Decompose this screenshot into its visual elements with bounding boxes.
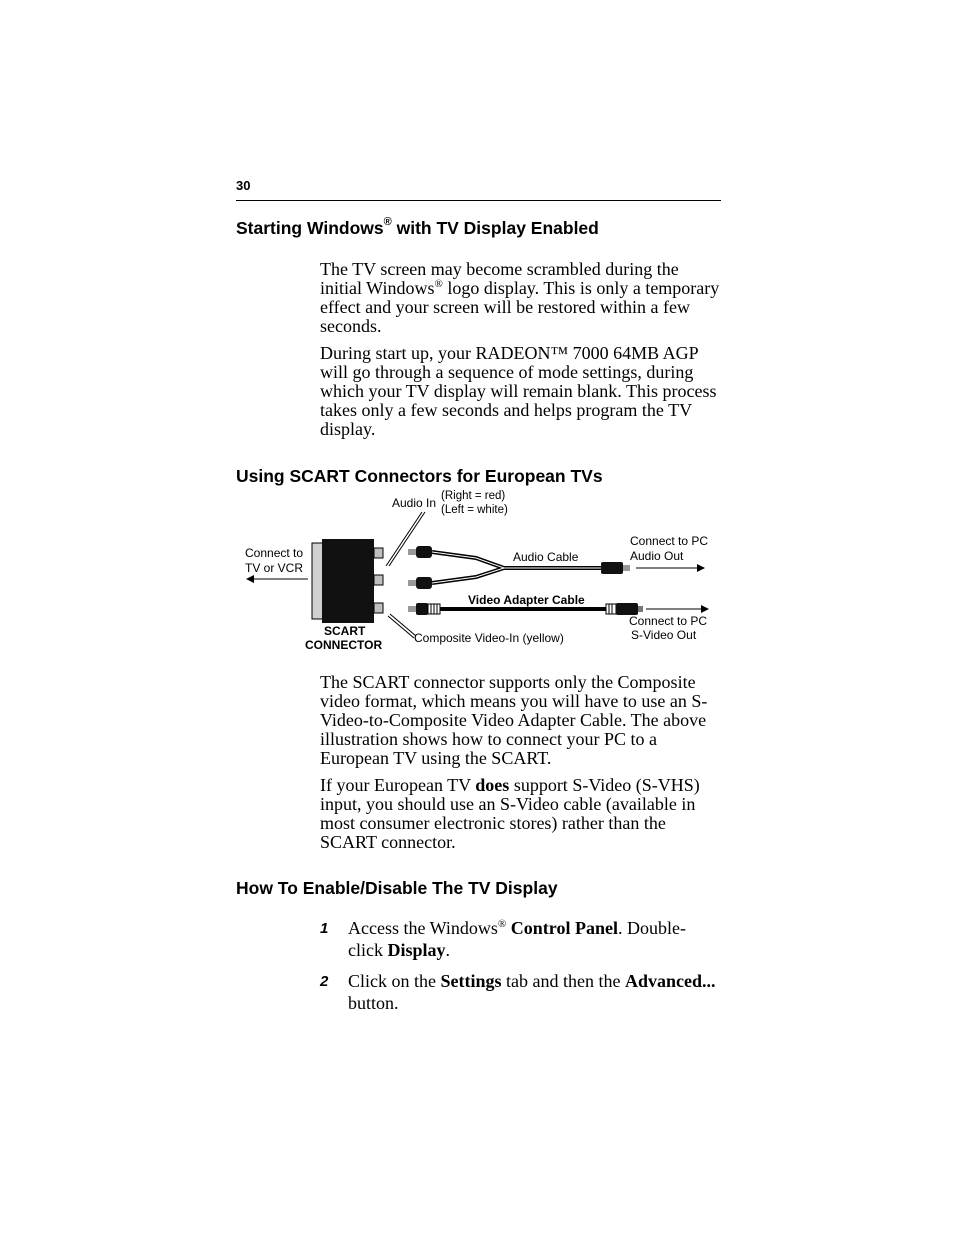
label-connect-pc-audio-line2: Audio Out [630,549,684,563]
step-number: 2 [320,973,329,990]
rca-plug-right [416,546,432,558]
header-rule [236,200,721,201]
rca-plug-right-tip [408,549,416,555]
scart-connector-back [312,543,323,619]
composite-pointer [388,616,414,638]
label-connect-pc-audio-line1: Connect to PC [630,534,709,548]
audio-in-pointer [386,512,422,566]
paragraph-scrambled-screen: The TV screen may become scrambled during the initial Windows® logo display. This is only a temporary effect and your screen will be restored within a few seconds. [320,259,720,336]
scart-jack-composite [374,603,383,613]
label-composite-video-in: Composite Video-In (yellow) [414,631,564,645]
rca-plug-left [416,577,432,589]
label-connect-tv-line1: Connect to [245,546,304,560]
label-connect-pc-svideo-line1: Connect to PC [629,614,708,628]
label-left-white: (Left = white) [441,504,508,516]
section-heading-starting-windows: Starting Windows® with TV Display Enabled [236,216,599,238]
page-number: 30 [236,178,251,193]
rca-plug-left-tip [408,580,416,586]
label-scart-line1: SCART [324,624,366,638]
composite-plug [416,603,428,615]
paragraph-startup-mode-settings: During start up, your RADEON™ 7000 64MB AGP will go through a sequence of mode settings, during which your TV display will remain blank. This process takes only a few seconds and helps program the TV display. [320,343,717,439]
audio-plug-pc [601,562,623,574]
label-connect-tv-line2: TV or VCR [245,561,304,575]
label-audio-in: Audio In [392,496,437,510]
paragraph-scart-composite: The SCART connector supports only the Composite video format, which means you will have to use an S-Video-to-Composite Video Adapter Cable. The above illustration shows how to connect your PC to a European TV using the SCART. [320,672,708,768]
section-heading-enable-disable: How To Enable/Disable The TV Display [236,878,558,898]
step-2 [320,970,720,1014]
scart-jack-right-audio [374,548,383,558]
scart-jack-left-audio [374,575,383,585]
label-audio-cable: Audio Cable [513,550,579,564]
step-number: 1 [320,920,329,937]
scart-connector-body [322,539,374,623]
label-connect-pc-svideo-line2: S-Video Out [631,628,697,642]
label-scart-line2: CONNECTOR [305,638,383,652]
step-text: Access the Windows® Control Panel. Double-click Display. [348,918,686,960]
scart-connection-diagram [236,486,721,658]
step-text: Click on the Settings tab and then the Advanced... button. [348,971,716,1013]
audio-cable-lower [432,568,504,583]
paragraph-scart-svideo: If your European TV does support S-Video (S-VHS) input, you should use an S-Video cable (available in most consumer electronic stores) rather than the SCART connector. [320,775,700,852]
step-1 [320,917,720,961]
label-right-red: (Right = red) [441,490,506,502]
composite-plug-tip [408,606,416,612]
label-video-adapter-cable: Video Adapter Cable [468,593,585,607]
section-heading-scart: Using SCART Connectors for European TVs [236,466,603,486]
